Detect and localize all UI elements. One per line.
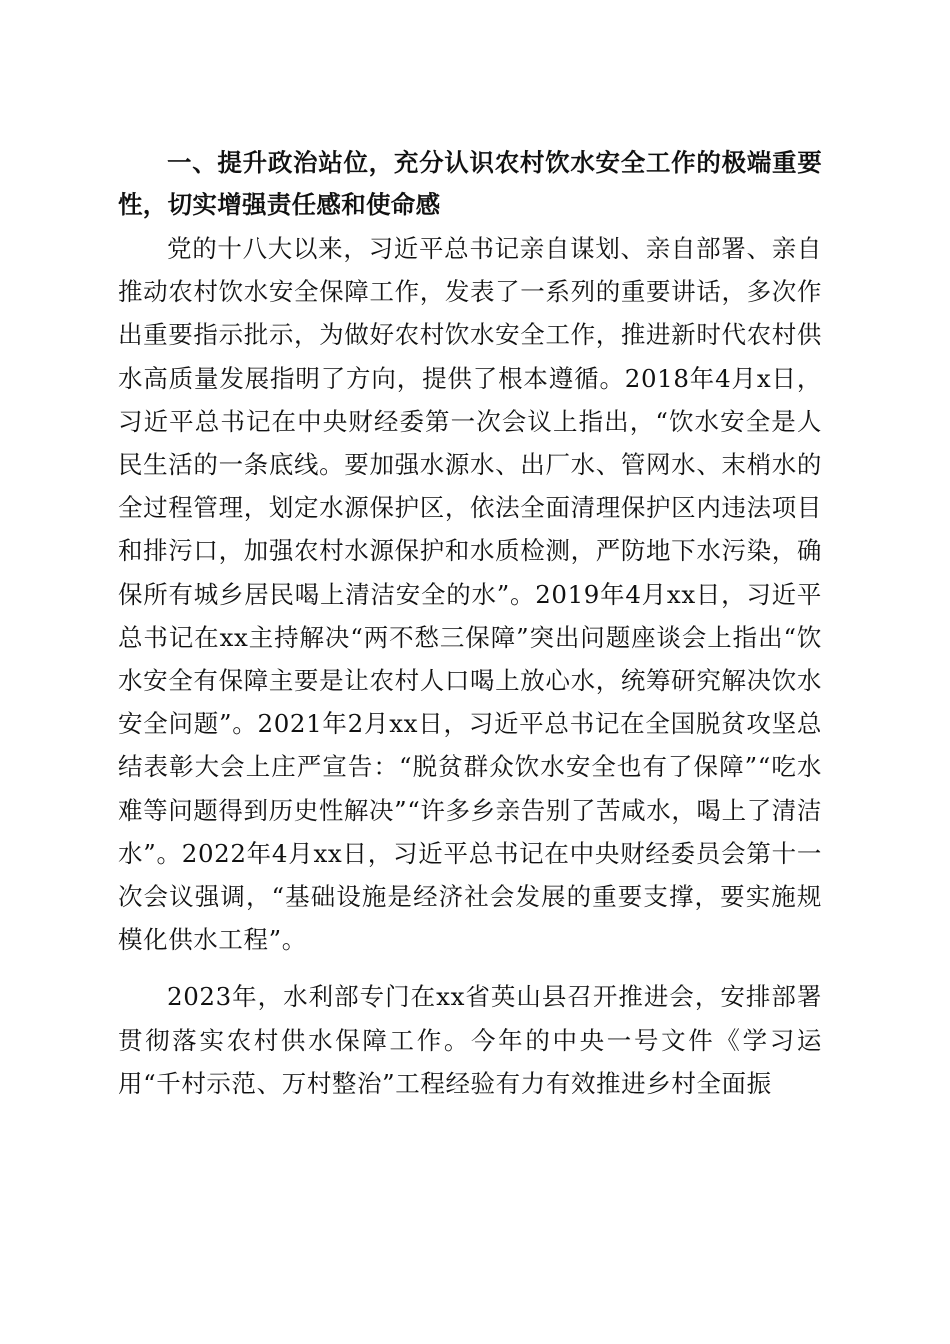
body-paragraph: 2023年，水利部专门在xx省英山县召开推进会，安排部署贯彻落实农村供水保障工作。今年的中央一号文件《学习运用“千村示范、万村整治”工程经验有力有效推进乡村全面振 bbox=[118, 982, 822, 1098]
document-body bbox=[118, 142, 822, 1105]
body-paragraph: 党的十八大以来，习近平总书记亲自谋划、亲自部署、亲自推动农村饮水安全保障工作，发表了一系列的重要讲话，多次作出重要指示批示，为做好农村饮水安全工作，推进新时代农村供水高质量发展指明了方向，提供了根本遵循。2018年4月x日，习近平总书记在中央财经委第一次会议上指出，“饮水安全是人民生活的一条底线。要加强水源水、出厂水、管网水、末梢水的全过程管理，划定水源保护区，依法全面清理保护区内违法项目和排污口，加强农村水源保护和水质检测，严防地下水污染，确保所有城乡居民喝上清洁安全的水”。2019年4月xx日，习近平总书记在xx主持解决“两不愁三保障”突出问题座谈会上指出“饮水安全有保障主要是让农村人口喝上放心水，统筹研究解决饮水安全问题”。2021年2月xx日，习近平总书记在全国脱贫攻坚总结表彰大会上庄严宣告：“脱贫群众饮水安全也有了保障”“吃水难等问题得到历史性解决”“许多乡亲告别了苦咸水，喝上了清洁水”。2022年4月xx日，习近平总书记在中央财经委员会第十一次会议强调，“基础设施是经济社会发展的重要支撑，要实施规模化供水工程”。 bbox=[118, 234, 822, 955]
section-heading: 一、提升政治站位，充分认识农村饮水安全工作的极端重要性，切实增强责任感和使命感 bbox=[118, 148, 822, 219]
